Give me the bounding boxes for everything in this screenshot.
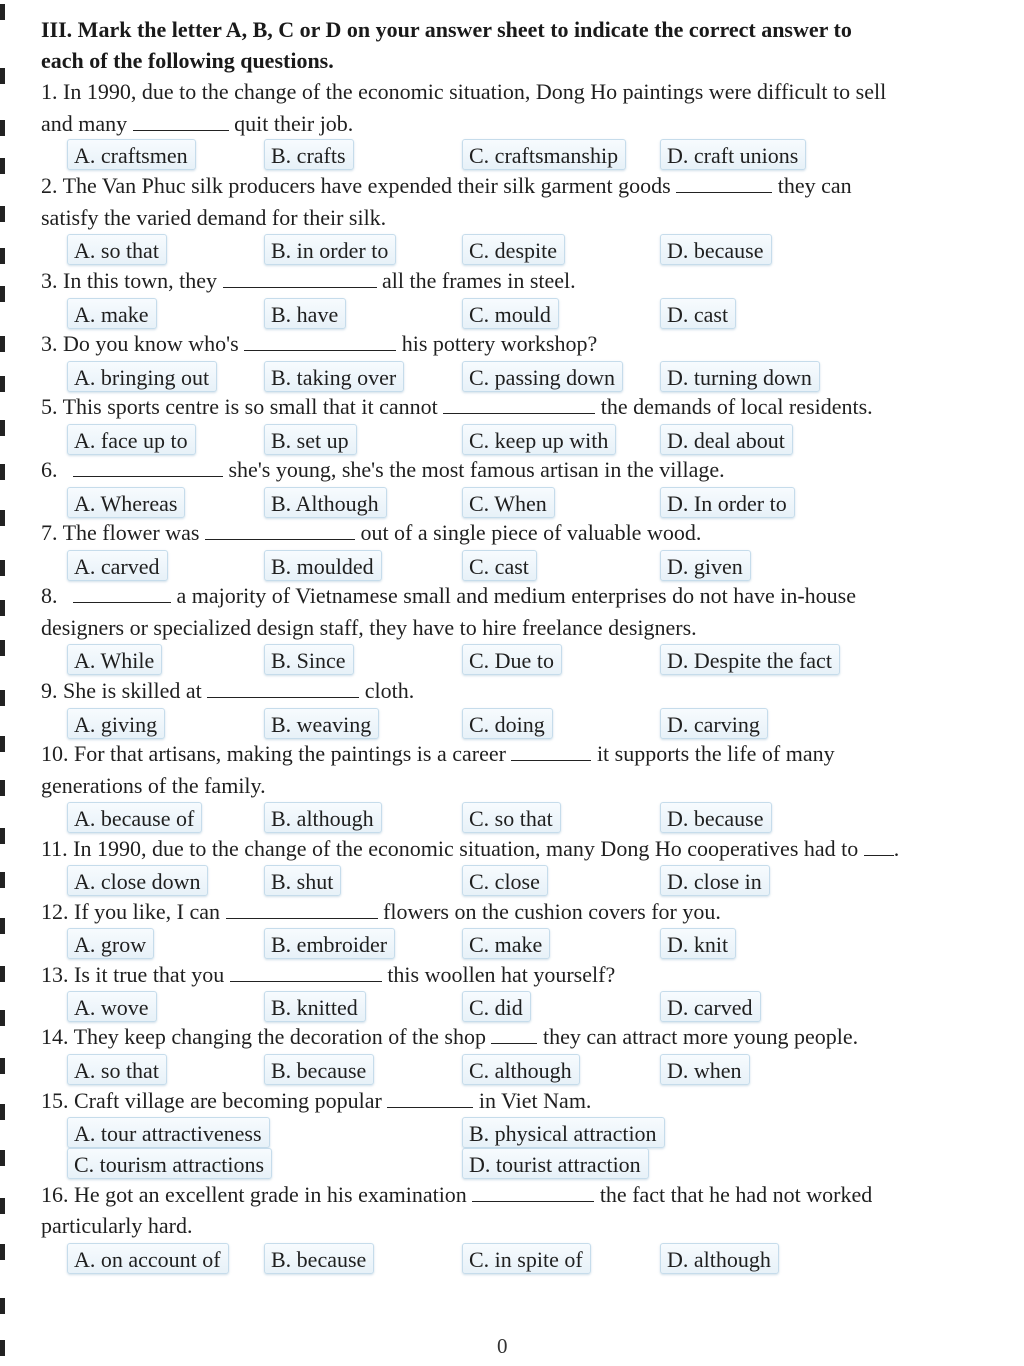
question-12-option-a[interactable]: A. grow bbox=[67, 928, 154, 959]
question-2-line-1 bbox=[41, 171, 852, 201]
question-text: 13. Is it true that you bbox=[41, 962, 225, 987]
question-6-option-b[interactable]: B. Although bbox=[264, 487, 387, 518]
question-6-option-d[interactable]: D. In order to bbox=[660, 487, 795, 518]
question-text: all the frames in steel. bbox=[382, 268, 576, 293]
answer-blank bbox=[230, 961, 382, 982]
question-4-option-a[interactable]: A. bringing out bbox=[67, 361, 217, 392]
question-12-line bbox=[41, 897, 721, 927]
question-9-option-b[interactable]: B. weaving bbox=[264, 708, 379, 739]
question-text: his pottery workshop? bbox=[401, 331, 598, 356]
answer-blank bbox=[864, 835, 894, 856]
question-text: 11. In 1990, due to the change of the economic situation, many Dong Ho cooperatives had to bbox=[41, 836, 859, 861]
question-10-option-d[interactable]: D. because bbox=[660, 802, 772, 833]
answer-blank bbox=[472, 1181, 594, 1202]
question-12-option-d[interactable]: D. knit bbox=[660, 928, 736, 959]
question-3-option-d[interactable]: D. cast bbox=[660, 298, 736, 329]
question-5-option-d[interactable]: D. deal about bbox=[660, 424, 793, 455]
question-5-option-a[interactable]: A. face up to bbox=[67, 424, 196, 455]
question-8-option-a[interactable]: A. While bbox=[67, 644, 162, 675]
question-1-line-2 bbox=[41, 109, 353, 139]
question-8-line-1 bbox=[41, 581, 856, 611]
question-11-option-b[interactable]: B. shut bbox=[264, 865, 341, 896]
question-text: in Viet Nam. bbox=[478, 1088, 592, 1113]
instructions-line-2: each of the following questions. bbox=[41, 48, 334, 73]
question-text: a majority of Vietnamese small and medium enterprises do not have in-house bbox=[176, 583, 856, 608]
question-10-line-2: generations of the family. bbox=[41, 773, 266, 798]
question-14-option-b[interactable]: B. because bbox=[264, 1054, 374, 1085]
answer-blank bbox=[676, 172, 772, 193]
question-text: the demands of local residents. bbox=[600, 394, 873, 419]
answer-blank bbox=[205, 519, 355, 540]
question-text: cloth. bbox=[364, 678, 415, 703]
question-6-option-c[interactable]: C. When bbox=[462, 487, 555, 518]
question-16-line-1 bbox=[41, 1180, 872, 1210]
question-4-line bbox=[41, 329, 597, 359]
question-2-option-c[interactable]: C. despite bbox=[462, 234, 565, 265]
question-16-option-c[interactable]: C. in spite of bbox=[462, 1243, 591, 1274]
question-8-option-b[interactable]: B. Since bbox=[264, 644, 354, 675]
question-12-option-c[interactable]: C. make bbox=[462, 928, 550, 959]
question-9-line bbox=[41, 676, 414, 706]
question-13-option-b[interactable]: B. knitted bbox=[264, 991, 366, 1022]
answer-blank bbox=[443, 393, 595, 414]
question-text: she's young, she's the most famous artisan in the village. bbox=[228, 457, 725, 482]
answer-blank bbox=[207, 677, 359, 698]
question-text: 12. If you like, I can bbox=[41, 899, 220, 924]
answer-blank bbox=[223, 267, 377, 288]
question-13-option-d[interactable]: D. carved bbox=[660, 991, 761, 1022]
question-text: and many bbox=[41, 111, 128, 136]
question-8-line-2: designers or specialized design staff, they have to hire freelance designers. bbox=[41, 615, 697, 640]
question-13-line bbox=[41, 960, 615, 990]
question-text: 16. He got an excellent grade in his examination bbox=[41, 1182, 467, 1207]
answer-blank bbox=[511, 740, 591, 761]
question-4-option-c[interactable]: C. passing down bbox=[462, 361, 623, 392]
instructions-line-1: III. Mark the letter A, B, C or D on your answer sheet to indicate the correct answer to bbox=[41, 17, 852, 42]
question-9-option-d[interactable]: D. carving bbox=[660, 708, 768, 739]
answer-blank bbox=[226, 898, 378, 919]
answer-blank bbox=[73, 582, 171, 603]
question-7-option-b[interactable]: B. moulded bbox=[264, 550, 382, 581]
question-13-option-c[interactable]: C. did bbox=[462, 991, 531, 1022]
question-14-option-a[interactable]: A. so that bbox=[67, 1054, 167, 1085]
answer-blank bbox=[387, 1087, 473, 1108]
question-2-option-d[interactable]: D. because bbox=[660, 234, 772, 265]
question-15-option-a[interactable]: A. tour attractiveness bbox=[67, 1117, 270, 1148]
question-text: quit their job. bbox=[234, 111, 354, 136]
binding-edge-marks bbox=[0, 0, 8, 1366]
question-text: 14. They keep changing the decoration of the shop bbox=[41, 1024, 486, 1049]
question-3-line bbox=[41, 266, 576, 296]
question-3-option-a[interactable]: A. make bbox=[67, 298, 157, 329]
page-number: 0 bbox=[497, 1334, 508, 1358]
question-11-option-a[interactable]: A. close down bbox=[67, 865, 208, 896]
question-text: 7. The flower was bbox=[41, 520, 200, 545]
question-text: 9. She is skilled at bbox=[41, 678, 202, 703]
question-text: 2. The Van Phuc silk producers have expended their silk garment goods bbox=[41, 173, 671, 198]
question-1-option-a[interactable]: A. craftsmen bbox=[67, 139, 196, 170]
question-10-option-a[interactable]: A. because of bbox=[67, 802, 202, 833]
question-16-option-d[interactable]: D. although bbox=[660, 1243, 779, 1274]
question-7-option-a[interactable]: A. carved bbox=[67, 550, 168, 581]
question-text: the fact that he had not worked bbox=[599, 1182, 873, 1207]
question-text: 8. bbox=[41, 583, 58, 608]
question-15-option-c[interactable]: C. tourism attractions bbox=[67, 1148, 272, 1179]
question-14-option-c[interactable]: C. although bbox=[462, 1054, 580, 1085]
question-11-option-c[interactable]: C. close bbox=[462, 865, 548, 896]
question-text: it supports the life of many bbox=[596, 741, 835, 766]
question-7-option-d[interactable]: D. given bbox=[660, 550, 751, 581]
answer-blank bbox=[133, 110, 229, 131]
question-text: 3. Do you know who's bbox=[41, 331, 239, 356]
question-15-option-d[interactable]: D. tourist attraction bbox=[462, 1148, 649, 1179]
question-text: 10. For that artisans, making the paintings is a career bbox=[41, 741, 506, 766]
section-instructions bbox=[41, 14, 981, 76]
question-2-option-b[interactable]: B. in order to bbox=[264, 234, 396, 265]
question-15-option-b[interactable]: B. physical attraction bbox=[462, 1117, 665, 1148]
question-10-line-1 bbox=[41, 739, 835, 769]
question-8-option-d[interactable]: D. Despite the fact bbox=[660, 644, 840, 675]
question-text: this woollen hat yourself? bbox=[387, 962, 616, 987]
question-text: . bbox=[893, 836, 900, 861]
question-8-option-c[interactable]: C. Due to bbox=[462, 644, 562, 675]
question-5-option-c[interactable]: C. keep up with bbox=[462, 424, 616, 455]
question-7-line bbox=[41, 518, 701, 548]
question-13-option-a[interactable]: A. wove bbox=[67, 991, 157, 1022]
question-11-line bbox=[41, 834, 899, 864]
question-15-line bbox=[41, 1086, 591, 1116]
question-1-option-d[interactable]: D. craft unions bbox=[660, 139, 806, 170]
question-2-line-2: satisfy the varied demand for their silk. bbox=[41, 205, 387, 230]
question-16-option-a[interactable]: A. on account of bbox=[67, 1243, 229, 1274]
question-16-line-2: particularly hard. bbox=[41, 1213, 193, 1238]
question-text: they can bbox=[777, 173, 852, 198]
question-2-option-a[interactable]: A. so that bbox=[67, 234, 167, 265]
answer-blank bbox=[73, 456, 223, 477]
question-3-option-c[interactable]: C. mould bbox=[462, 298, 559, 329]
question-7-option-c[interactable]: C. cast bbox=[462, 550, 537, 581]
question-9-option-a[interactable]: A. giving bbox=[67, 708, 165, 739]
question-text: 5. This sports centre is so small that it cannot bbox=[41, 394, 438, 419]
question-5-line bbox=[41, 392, 873, 422]
question-1-line-1: 1. In 1990, due to the change of the economic situation, Dong Ho paintings were difficult to sell bbox=[41, 79, 887, 104]
question-12-option-b[interactable]: B. embroider bbox=[264, 928, 395, 959]
answer-blank bbox=[491, 1023, 537, 1044]
question-text: 15. Craft village are becoming popular bbox=[41, 1088, 382, 1113]
answer-blank bbox=[244, 330, 396, 351]
question-14-line bbox=[41, 1022, 858, 1052]
question-6-line bbox=[41, 455, 725, 485]
question-9-option-c[interactable]: C. doing bbox=[462, 708, 553, 739]
question-text: 3. In this town, they bbox=[41, 268, 217, 293]
question-11-option-d[interactable]: D. close in bbox=[660, 865, 770, 896]
question-text: out of a single piece of valuable wood. bbox=[360, 520, 702, 545]
question-4-option-d[interactable]: D. turning down bbox=[660, 361, 820, 392]
question-text: 6. bbox=[41, 457, 58, 482]
question-4-option-b[interactable]: B. taking over bbox=[264, 361, 404, 392]
question-16-option-b[interactable]: B. because bbox=[264, 1243, 374, 1274]
question-6-option-a[interactable]: A. Whereas bbox=[67, 487, 185, 518]
question-5-option-b[interactable]: B. set up bbox=[264, 424, 357, 455]
question-text: they can attract more young people. bbox=[542, 1024, 859, 1049]
question-10-option-b[interactable]: B. although bbox=[264, 802, 382, 833]
question-3-option-b[interactable]: B. have bbox=[264, 298, 346, 329]
question-10-option-c[interactable]: C. so that bbox=[462, 802, 561, 833]
question-1-option-c[interactable]: C. craftsmanship bbox=[462, 139, 626, 170]
question-1-option-b[interactable]: B. crafts bbox=[264, 139, 354, 170]
question-14-option-d[interactable]: D. when bbox=[660, 1054, 750, 1085]
question-text: flowers on the cushion covers for you. bbox=[383, 899, 721, 924]
